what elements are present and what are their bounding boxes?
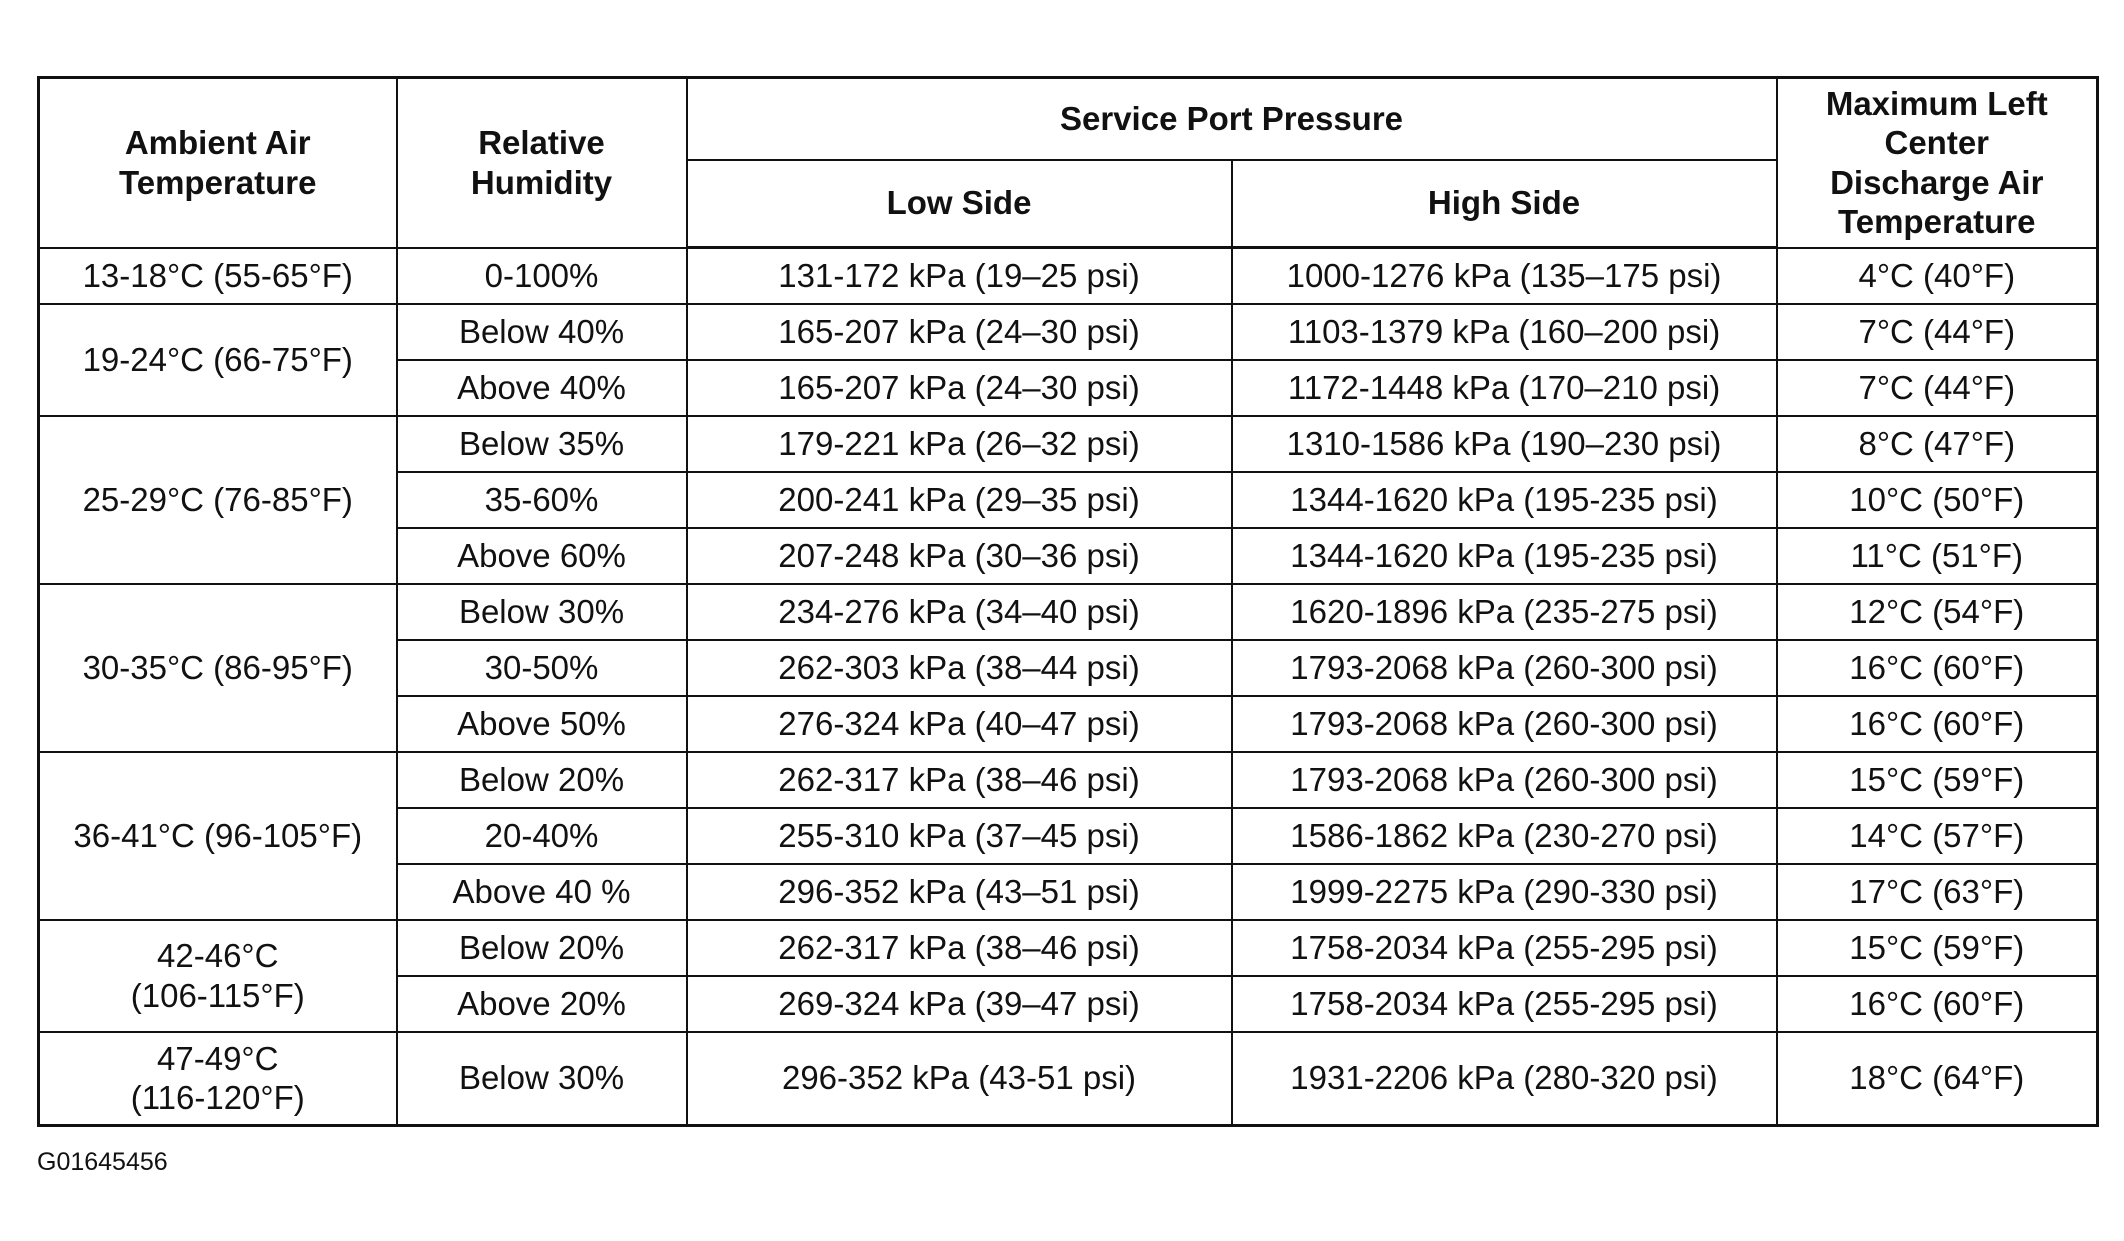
ambient-temperature-text: 47-49°C xyxy=(157,1039,279,1077)
relative-humidity-cell: 30-50% xyxy=(397,640,687,696)
relative-humidity-cell: Below 20% xyxy=(397,752,687,808)
header-max-discharge-air-temperature xyxy=(1777,78,2098,248)
header-high-side: High Side xyxy=(1232,160,1777,248)
low-side-pressure-cell: 207-248 kPa (30–36 psi) xyxy=(687,528,1232,584)
low-side-pressure-cell: 255-310 kPa (37–45 psi) xyxy=(687,808,1232,864)
high-side-pressure-cell: 1793-2068 kPa (260-300 psi) xyxy=(1232,640,1777,696)
ambient-temperature-text: 36-41°C (96-105°F) xyxy=(73,816,363,854)
relative-humidity-cell: Below 40% xyxy=(397,304,687,360)
high-side-pressure-cell: 1999-2275 kPa (290-330 psi) xyxy=(1232,864,1777,920)
table-row xyxy=(39,752,2098,808)
high-side-pressure-cell: 1793-2068 kPa (260-300 psi) xyxy=(1232,752,1777,808)
low-side-pressure-cell: 296-352 kPa (43–51 psi) xyxy=(687,864,1232,920)
ambient-temperature-cell xyxy=(39,248,397,304)
low-side-pressure-cell: 165-207 kPa (24–30 psi) xyxy=(687,304,1232,360)
max-discharge-temperature-cell: 11°C (51°F) xyxy=(1777,528,2098,584)
table-row xyxy=(39,920,2098,976)
max-discharge-temperature-cell: 7°C (44°F) xyxy=(1777,304,2098,360)
high-side-pressure-cell: 1586-1862 kPa (230-270 psi) xyxy=(1232,808,1777,864)
header-service-port-pressure: Service Port Pressure xyxy=(687,78,1777,160)
high-side-pressure-cell: 1931-2206 kPa (280-320 psi) xyxy=(1232,1032,1777,1126)
high-side-pressure-cell: 1620-1896 kPa (235-275 psi) xyxy=(1232,584,1777,640)
max-discharge-temperature-cell: 4°C (40°F) xyxy=(1777,248,2098,304)
figure-code: G01645456 xyxy=(37,1148,168,1176)
ambient-temperature-cell xyxy=(39,1032,397,1126)
ambient-temperature-text: 13-18°C (55-65°F) xyxy=(82,256,353,294)
header-ambient-air-temperature xyxy=(39,78,397,248)
low-side-pressure-cell: 131-172 kPa (19–25 psi) xyxy=(687,248,1232,304)
ambient-temperature-cell xyxy=(39,416,397,584)
relative-humidity-cell: 20-40% xyxy=(397,808,687,864)
max-discharge-temperature-cell: 8°C (47°F) xyxy=(1777,416,2098,472)
table-row xyxy=(39,248,2098,304)
ambient-temperature-text: 42-46°C xyxy=(157,936,279,974)
ambient-temperature-text: (106-115°F) xyxy=(130,976,305,1014)
ambient-temperature-text: 30-35°C (86-95°F) xyxy=(82,648,353,686)
ambient-temperature-cell xyxy=(39,584,397,752)
max-discharge-temperature-cell: 15°C (59°F) xyxy=(1777,752,2098,808)
header-ambient-line-1: Ambient Air xyxy=(124,124,311,162)
relative-humidity-cell: Above 20% xyxy=(397,976,687,1032)
table-row xyxy=(39,1032,2098,1126)
max-discharge-temperature-cell: 16°C (60°F) xyxy=(1777,640,2098,696)
relative-humidity-cell: Above 60% xyxy=(397,528,687,584)
table-row xyxy=(39,584,2098,640)
max-discharge-temperature-cell: 16°C (60°F) xyxy=(1777,976,2098,1032)
relative-humidity-cell: 35-60% xyxy=(397,472,687,528)
relative-humidity-cell: Below 30% xyxy=(397,1032,687,1126)
max-discharge-temperature-cell: 16°C (60°F) xyxy=(1777,696,2098,752)
low-side-pressure-cell: 200-241 kPa (29–35 psi) xyxy=(687,472,1232,528)
low-side-pressure-cell: 262-317 kPa (38–46 psi) xyxy=(687,752,1232,808)
relative-humidity-cell: Below 35% xyxy=(397,416,687,472)
max-discharge-temperature-cell: 14°C (57°F) xyxy=(1777,808,2098,864)
ambient-temperature-cell xyxy=(39,304,397,416)
high-side-pressure-cell: 1000-1276 kPa (135–175 psi) xyxy=(1232,248,1777,304)
high-side-pressure-cell: 1758-2034 kPa (255-295 psi) xyxy=(1232,976,1777,1032)
header-low-side: Low Side xyxy=(687,160,1232,248)
low-side-pressure-cell: 179-221 kPa (26–32 psi) xyxy=(687,416,1232,472)
table-row xyxy=(39,304,2098,360)
low-side-pressure-cell: 165-207 kPa (24–30 psi) xyxy=(687,360,1232,416)
high-side-pressure-cell: 1103-1379 kPa (160–200 psi) xyxy=(1232,304,1777,360)
ambient-temperature-cell xyxy=(39,752,397,920)
max-discharge-temperature-cell: 10°C (50°F) xyxy=(1777,472,2098,528)
low-side-pressure-cell: 269-324 kPa (39–47 psi) xyxy=(687,976,1232,1032)
table-row xyxy=(39,416,2098,472)
header-row-top xyxy=(39,78,2098,160)
low-side-pressure-cell: 262-317 kPa (38–46 psi) xyxy=(687,920,1232,976)
max-discharge-temperature-cell: 18°C (64°F) xyxy=(1777,1032,2098,1126)
high-side-pressure-cell: 1344-1620 kPa (195-235 psi) xyxy=(1232,528,1777,584)
header-discharge-line-3: Discharge Air xyxy=(1830,163,2044,201)
high-side-pressure-cell: 1758-2034 kPa (255-295 psi) xyxy=(1232,920,1777,976)
high-side-pressure-cell: 1793-2068 kPa (260-300 psi) xyxy=(1232,696,1777,752)
header-humidity-line-1: Relative xyxy=(478,124,605,162)
relative-humidity-cell: 0-100% xyxy=(397,248,687,304)
high-side-pressure-cell: 1172-1448 kPa (170–210 psi) xyxy=(1232,360,1777,416)
high-side-pressure-cell: 1344-1620 kPa (195-235 psi) xyxy=(1232,472,1777,528)
header-relative-humidity xyxy=(397,78,687,248)
low-side-pressure-cell: 276-324 kPa (40–47 psi) xyxy=(687,696,1232,752)
max-discharge-temperature-cell: 15°C (59°F) xyxy=(1777,920,2098,976)
ambient-temperature-cell xyxy=(39,920,397,1032)
relative-humidity-cell: Below 20% xyxy=(397,920,687,976)
table-body xyxy=(39,248,2098,1126)
ambient-temperature-text: (116-120°F) xyxy=(130,1079,305,1117)
ambient-temperature-text: 19-24°C (66-75°F) xyxy=(82,340,353,378)
relative-humidity-cell: Above 40 % xyxy=(397,864,687,920)
ac-performance-table xyxy=(37,76,2099,1127)
max-discharge-temperature-cell: 17°C (63°F) xyxy=(1777,864,2098,920)
relative-humidity-cell: Below 30% xyxy=(397,584,687,640)
header-discharge-line-4: Temperature xyxy=(1838,203,2036,241)
high-side-pressure-cell: 1310-1586 kPa (190–230 psi) xyxy=(1232,416,1777,472)
header-humidity-line-2: Humidity xyxy=(470,163,613,201)
max-discharge-temperature-cell: 7°C (44°F) xyxy=(1777,360,2098,416)
max-discharge-temperature-cell: 12°C (54°F) xyxy=(1777,584,2098,640)
ambient-temperature-text: 25-29°C (76-85°F) xyxy=(82,480,353,518)
header-ambient-line-2: Temperature xyxy=(119,163,317,201)
relative-humidity-cell: Above 50% xyxy=(397,696,687,752)
low-side-pressure-cell: 296-352 kPa (43-51 psi) xyxy=(687,1032,1232,1126)
header-discharge-line-2: Center xyxy=(1884,124,1990,162)
relative-humidity-cell: Above 40% xyxy=(397,360,687,416)
header-discharge-line-1: Maximum Left xyxy=(1825,84,2048,122)
low-side-pressure-cell: 234-276 kPa (34–40 psi) xyxy=(687,584,1232,640)
low-side-pressure-cell: 262-303 kPa (38–44 psi) xyxy=(687,640,1232,696)
